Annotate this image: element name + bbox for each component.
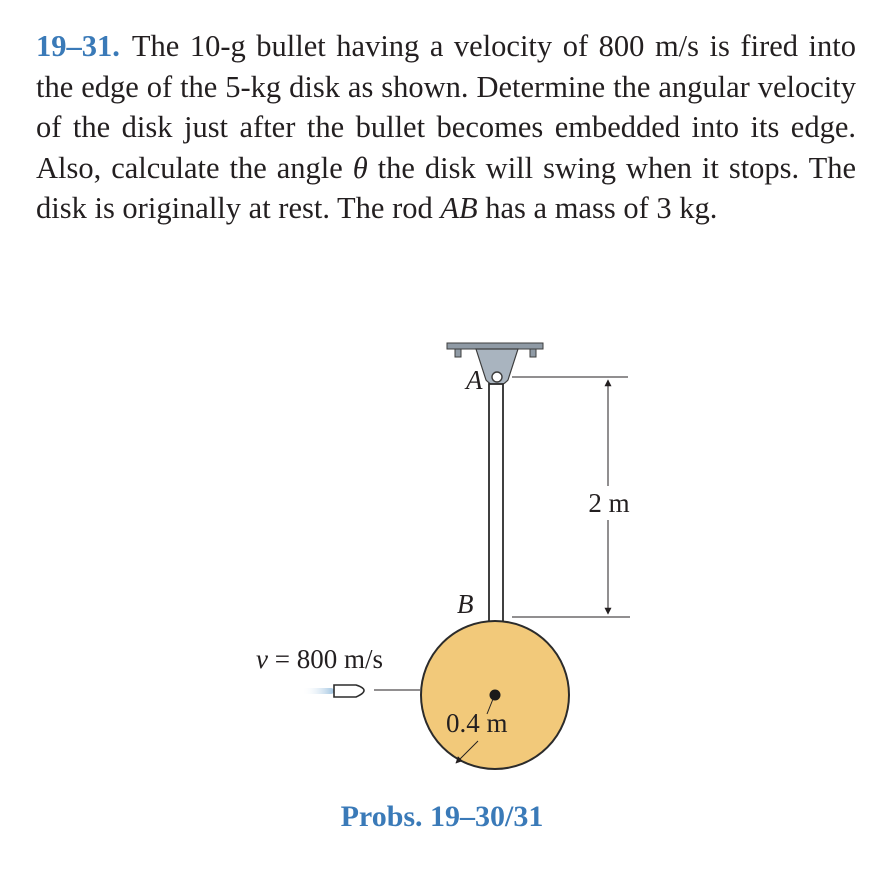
- bullet-trail: [302, 688, 334, 694]
- radius-label: 0.4 m: [446, 708, 508, 738]
- problem-text-segment: θ: [352, 150, 368, 185]
- problem-text-segment: The 10-g bullet having a velocity of 800 m/s is fired into the edge of the 5-kg disk as shown. Determine the angular velocity of the disk just after the bullet becomes embedded into its edge. Also, calculate the angle: [36, 29, 856, 185]
- velocity-label: [256, 644, 383, 674]
- ceiling-plate: [447, 343, 543, 349]
- bolt-left: [455, 349, 461, 357]
- point-b-label: B: [457, 589, 474, 619]
- figure-caption: Probs. 19–30/31: [340, 800, 544, 833]
- rod-ab: [489, 384, 503, 624]
- problem-text-segment: has a mass of 3 kg.: [477, 191, 718, 225]
- bullet: [334, 685, 364, 697]
- velocity-value: = 800 m/s: [267, 644, 383, 674]
- length-label: 2 m: [588, 488, 630, 518]
- bullet-group: [302, 685, 420, 697]
- point-a-label: A: [466, 365, 483, 395]
- problem-number: 19–31.: [36, 29, 120, 63]
- bolt-right: [530, 349, 536, 357]
- velocity-symbol: v: [256, 644, 268, 674]
- problem-text-segment: the disk will swing when it stops. The disk is originally at rest. The rod: [36, 150, 856, 225]
- pivot-pin: [492, 372, 502, 382]
- problem-text-segment: AB: [440, 191, 478, 225]
- ceiling-support: [447, 343, 543, 386]
- disk-center: [490, 690, 501, 701]
